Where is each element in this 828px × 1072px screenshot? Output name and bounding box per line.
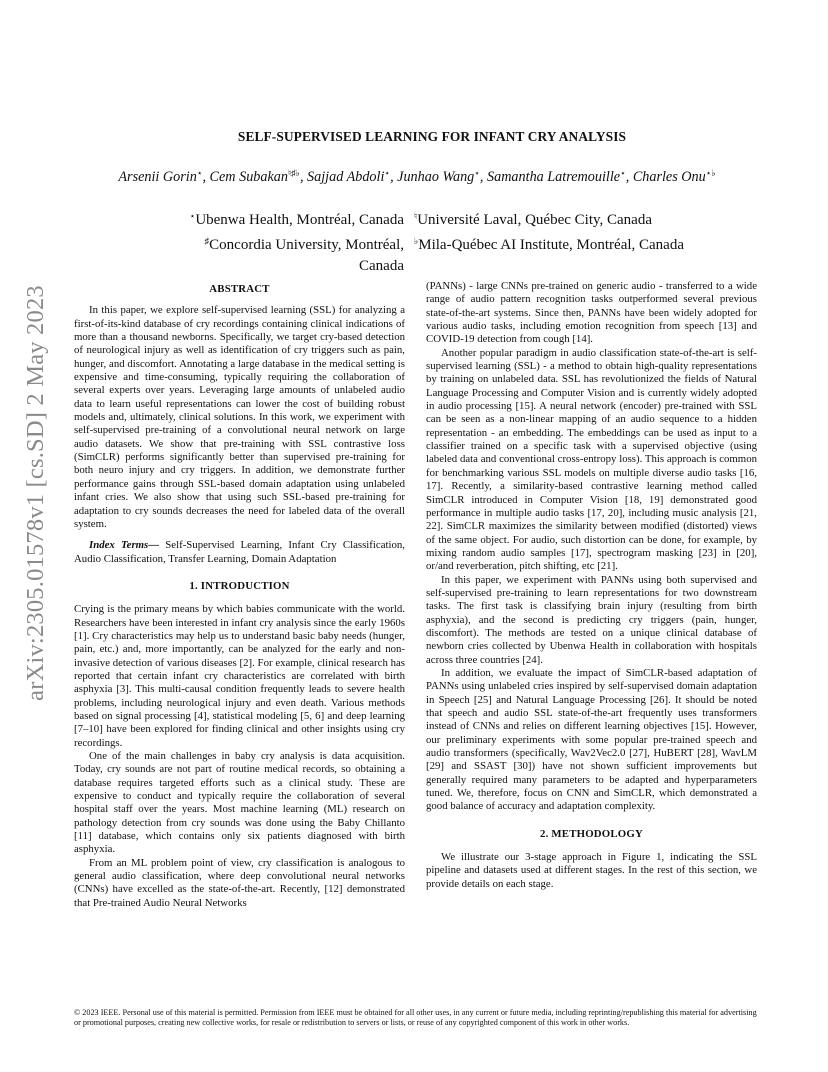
index-terms-text: Self-Supervised Learning, Infant Cry Classification, Audio Classification, Transfer Learning, Domain Adaptation — [74, 539, 405, 565]
copyright-notice: © 2023 IEEE. Personal use of this material is permitted. Permission from IEEE must be obtained for all other uses, in any current or future media, including reprinting/republishing this material for advertising or promotional purposes, creating new collective works, for resale or redistribution to servers or lists, or reuse of any copyrighted component of this work in other works. — [74, 1008, 757, 1028]
affiliations-right — [414, 206, 734, 256]
author-name: , Cem Subakan — [202, 169, 288, 185]
section-heading-introduction: 1. INTRODUCTION — [189, 579, 290, 592]
right-column — [426, 280, 757, 891]
affiliation-mark: ♭ — [414, 236, 419, 246]
affiliation-mark: ⋆ — [474, 168, 480, 178]
index-terms — [74, 539, 405, 566]
intro-paragraph: One of the main challenges in baby cry analysis is data acquisition. Today, cry sounds are not part of routine medical records, so obtaining a database requires targeted efforts such as a clinical study. These are expensive to conduct and typically require the collaboration of several hospital staff over the years. Most machine learning (ML) research on pathology detection from cry sounds was done using the Baby Chillanto [11] database, which contains only six patients diagnosed with birth asphyxia. — [74, 750, 405, 856]
author-name: , Sajjad Abdoli — [299, 169, 385, 185]
affiliation-mark: ♯ — [204, 236, 210, 246]
intro-paragraph: Crying is the primary means by which babies communicate with the world. Researchers have been interested in infant cry analysis since the early 1960s [1]. Cry characteristics may help us to understand basic baby needs (hunger, pain, etc.) and, more importantly, can be analyzed for the early and non-invasive detection of various diseases [2]. For example, clinical research has reported that certain infant cry characteristics are correlated with birth asphyxia [3]. This multi-causal condition frequently leads to severe health problems, including neurological injury and even death. Various methods based on signal processing [4], statistical modeling [5, 6] and deep learning [7–10] have been explored for finding clinical and other insights using cry recordings. — [74, 603, 405, 749]
left-column — [74, 283, 405, 910]
affiliation-line — [414, 206, 734, 231]
affiliation-mark: ⋆ — [196, 168, 203, 178]
methodology-paragraph: We illustrate our 3-stage approach in Figure 1, indicating the SSL pipeline and datasets used at different stages. In the rest of this section, we provide details on each stage. — [426, 851, 757, 890]
author-name: , Charles Onu — [625, 169, 706, 185]
arxiv-identifier — [16, 286, 56, 700]
affiliation-mark: ⋆ — [384, 168, 391, 178]
affiliation-mark: ⋆ — [189, 211, 196, 221]
arxiv-identifier-text: arXiv:2305.01578v1 [cs.SD] 2 May 2023 — [22, 285, 50, 701]
affiliation-text: Ubenwa Health, Montréal, Canada — [195, 212, 404, 228]
affiliation-line — [166, 231, 404, 277]
author-list — [40, 168, 794, 186]
affiliation-text: Mila-Québec AI Institute, Montréal, Canada — [418, 237, 685, 253]
intro-paragraph: From an ML problem point of view, cry classification is analogous to general audio classification, where deep convolutional neural networks (CNNs) have excelled as the state-of-the-art. Recently, [12] demonstrated that Pre-trained Audio Neural Networks — [74, 856, 405, 909]
affiliation-mark: ⋆ — [620, 168, 626, 178]
intro-paragraph: Another popular paradigm in audio classification state-of-the-art is self-supervised learning (SSL) - a method to obtain high-quality representations by training on unlabeled data. SSL has revolutionized the fields of Natural Language Processing and Computer Vision and is currently widely adopted in audio processing [15]. A neural network (encoder) pre-trained with SSL can be seen as a non-linear mapping of an audio sequence to a hidden representation - an embedding. The embeddings can be used as input to a classifier trained on a specific task with a supervised objective (using labeled data and conventional cross-entropy loss). This approach is common for benchmarking various SSL models on multiple diverse audio tasks [16, 17]. Recently, a similarity-based contrastive learning method called SimCLR introduced in Computer Vision [18, 19] demonstrated good performance in multiple audio tasks [17, 20], including music analysis [21, 22]. SimCLR maximizes the similarity between modified (distorted) views of the same object. For audio, such distortion can be done, for example, by mixing random audio samples [17], spectrogram masking [23] in [20], or/and reverberation, pitch shifting, etc [21]. — [426, 346, 757, 573]
author-name: , Samantha Latremouille — [479, 169, 621, 185]
affiliation-mark: ⋆♭ — [705, 168, 716, 178]
intro-paragraph: (PANNs) - large CNNs pre-trained on generic audio - transferred to a wide range of audio pattern recognition tasks outperformed several previous state-of-the-art systems. Since then, PANNs have been widely adopted for various audio tasks, including emotion recognition from speech [13] and COVID-19 detection from cough [14]. — [426, 280, 757, 346]
affiliation-mark: ♮♯♭ — [287, 168, 300, 178]
affiliation-mark: ♮ — [414, 211, 418, 221]
paper-title: SELF-SUPERVISED LEARNING FOR INFANT CRY ANALYSIS — [237, 129, 627, 144]
author-name: Arsenii Gorin — [118, 169, 197, 185]
intro-paragraph: In this paper, we experiment with PANNs using both supervised and self-supervised pre-training to learn representations for two downstream tasks. The first task is classifying brain injury (resulting from birth asphyxia), and the second is predicting cry triggers (pain, hunger, discomfort). The methods are tested on a unique clinical database of newborn cries collected by Ubenwa Health in collaboration with hospitals across three countries [24]. — [426, 573, 757, 666]
affiliation-text: Concordia University, Montréal, Canada — [209, 237, 404, 274]
abstract-heading: ABSTRACT — [209, 283, 270, 295]
affiliation-text: Université Laval, Québec City, Canada — [417, 212, 652, 228]
section-heading-methodology: 2. METHODOLOGY — [540, 827, 643, 840]
index-terms-label: Index Terms— — [89, 539, 160, 552]
affiliations-left — [166, 206, 404, 277]
affiliation-line — [414, 231, 734, 256]
intro-paragraph: In addition, we evaluate the impact of SimCLR-based adaptation of PANNs using unlabeled cries inspired by self-supervised domain adaptation in Speech [25] and Natural Language Processing [26]. It should be noted that speech and audio SSL state-of-the-art frequently uses transformers instead of CNNs and relies on different learning objectives [15]. However, our preliminary experiments with some popular pre-trained speech and audio transformers (specifically, Wav2Vec2.0 [27], HuBERT [28], WavLM [29] and SSAST [30]) have not shown sufficient improvements but generally required many parameters to be adapted and hyperparameters tuned. We, therefore, focus on CNN and SimCLR, which demonstrated a good balance of accuracy and adaptation complexity. — [426, 666, 757, 813]
author-name: , Junhao Wang — [390, 169, 475, 185]
abstract-text: In this paper, we explore self-supervised learning (SSL) for analyzing a first-of-its-kind database of cry recordings containing clinical indications of more than a thousand newborns. Specifically, we target cry-based detection of neurological injury as well as identification of cry triggers such as pain, hunger, and discomfort. Annotating a large database in the medical setting is expensive and time-consuming, typically requiring the collaboration of several experts over years. Leveraging large amounts of unlabeled audio data to learn useful representations can lower the cost of building robust models and, ultimately, clinical solutions. In this work, we experiment with self-supervised pre-training of a convolutional neural network on large audio datasets. We show that pre-training with SSL contrastive loss (SimCLR) performs significantly better than supervised pre-training for both neuro injury and cry triggers. In addition, we demonstrate further performance gains through SSL-based domain adaptation using unlabeled infant cries. We also show that using such SSL-based pre-training for adaptation to cry sounds decreases the need for labeled data of the overall system. — [74, 304, 405, 530]
affiliation-line — [166, 206, 404, 231]
